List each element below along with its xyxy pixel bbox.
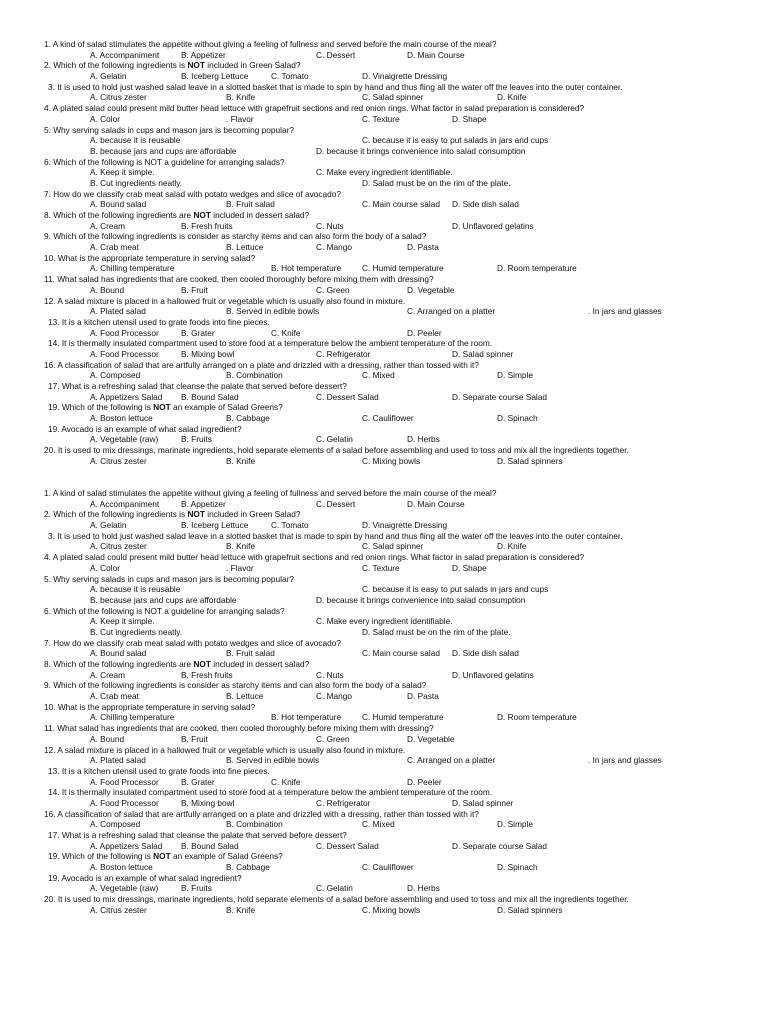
question-line: [0, 894, 768, 905]
answer-option: A. Chilling temperature: [90, 263, 175, 274]
options-row: [0, 595, 768, 606]
answer-option: A. Vegetable (raw): [90, 434, 159, 445]
answer-option: C. Make every ingredient identifiable.: [316, 616, 453, 627]
options-row: [0, 905, 768, 916]
question-line: [0, 381, 768, 392]
answer-option: D. Salad spinner: [452, 348, 514, 359]
answer-option: D. Shape: [452, 562, 487, 573]
answer-option: D. Unflavored gelatins: [452, 669, 534, 680]
options-row: [0, 285, 768, 296]
options-row: [0, 520, 768, 531]
answer-option: A. Bound: [90, 284, 125, 295]
answer-option: D. Unflavored gelatins: [452, 220, 534, 231]
question-text: 8. Which of the following ingredients are NOT included in dessert salad?: [44, 210, 310, 220]
answer-option: B. Served in edible bowls: [226, 755, 320, 766]
question-text: 10. What is the appropriate temperature in serving salad?: [44, 252, 256, 263]
answer-option: C. Salad spinner: [362, 92, 424, 103]
options-row: [0, 71, 768, 82]
question-text: 20. It is used to mix dressings, marinate ingredients, hold separate elements of a salad before assembling and used to toss and mix all the ingredients together.: [44, 894, 629, 905]
answer-option: D. Knife: [497, 92, 527, 103]
question-text: 19. Avocado is an example of what salad ingredient?: [48, 423, 242, 434]
answer-option: A. Composed: [90, 819, 141, 830]
question-text: 19. Which of the following is NOT an example of Salad Greens?: [48, 402, 283, 413]
answer-option: C. Green: [316, 733, 350, 744]
options-row: [0, 328, 768, 339]
question-text: 3. It is used to hold just washed salad leave in a slotted basket that is made to spin by hand and thus fling all the water off the leaves into the outer container.: [48, 530, 623, 541]
answer-option: D. Salad spinners: [497, 455, 563, 466]
answer-option: A. Accompaniment: [90, 498, 160, 509]
answer-option: B. Combination: [226, 819, 283, 830]
question-text: 2. Which of the following ingredients is NOT included in Green Salad?: [44, 60, 301, 71]
answer-option: C. Refrigerator: [316, 348, 371, 359]
answer-option: D. Salad must be on the rim of the plate.: [362, 626, 511, 637]
answer-option: C. Tomato: [271, 520, 309, 531]
answer-option: C. Gelatin: [316, 434, 353, 445]
options-row: [0, 434, 768, 445]
options-row: [0, 242, 768, 253]
question-text: 12. A salad mixture is placed in a hallowed fruit or vegetable which is usually also found in mixture.: [44, 744, 406, 755]
answer-option: D. Vinaigrette Dressing: [362, 71, 448, 82]
options-row: [0, 114, 768, 125]
answer-option: C. Main course salad: [362, 199, 440, 210]
answer-option: . In jars and glasses: [588, 306, 662, 317]
question-line: [0, 210, 768, 221]
question-line: [0, 157, 768, 168]
answer-option: C. Nuts: [316, 669, 344, 680]
options-row: [0, 263, 768, 274]
answer-option: C. Humid temperature: [362, 263, 444, 274]
options-row: [0, 648, 768, 659]
answer-option: B. because jars and cups are affordable: [90, 145, 237, 156]
question-line: [0, 317, 768, 328]
options-row: [0, 883, 768, 894]
answer-option: C. Arranged on a platter: [407, 755, 496, 766]
answer-option: C. Mango: [316, 242, 352, 253]
options-row: [0, 755, 768, 766]
question-text: 16. A classification of salad that are artfully arranged on a plate and drizzled with a dressing, rather than tossed with it?: [44, 808, 479, 819]
question-text: 9. Which of the following ingredients is consider as starchy items and can also form the body of a salad?: [44, 680, 427, 691]
answer-option: C. Salad spinner: [362, 541, 424, 552]
question-line: [0, 39, 768, 50]
answer-option: A. Color: [90, 562, 120, 573]
options-row: [0, 135, 768, 146]
answer-option: B. Mixing bowl: [181, 348, 235, 359]
answer-option: C. Texture: [362, 113, 400, 124]
answer-option: C. Green: [316, 284, 350, 295]
answer-option: C. because it is easy to put salads in jars and cups: [362, 584, 549, 595]
question-line: [0, 509, 768, 520]
question-line: [0, 638, 768, 649]
answer-option: A. Accompaniment: [90, 49, 160, 60]
answer-option: D. Herbs: [407, 883, 440, 894]
options-row: [0, 50, 768, 61]
answer-option: A. Citrus zester: [90, 541, 147, 552]
answer-option: C. Texture: [362, 562, 400, 573]
question-line: [0, 606, 768, 617]
answer-option: A. Chilling temperature: [90, 712, 175, 723]
question-text: 10. What is the appropriate temperature in serving salad?: [44, 701, 256, 712]
answer-option: B. Served in edible bowls: [226, 306, 320, 317]
answer-option: C. Main course salad: [362, 648, 440, 659]
answer-option: D. Spinach: [497, 413, 538, 424]
answer-option: B. Cut ingredients neatly.: [90, 177, 183, 188]
answer-option: D. Room temperature: [497, 263, 577, 274]
question-line: [0, 552, 768, 563]
answer-option: A. Bound: [90, 733, 125, 744]
answer-option: A. Vegetable (raw): [90, 883, 159, 894]
answer-option: B. Knife: [226, 455, 256, 466]
answer-option: A. Color: [90, 113, 120, 124]
question-line: [0, 723, 768, 734]
question-line: [0, 103, 768, 114]
options-row: [0, 199, 768, 210]
answer-option: C. Mixed: [362, 370, 395, 381]
answer-option: D. Separate course Salad: [452, 840, 548, 851]
answer-option: B. Cabbage: [226, 862, 270, 873]
answer-option: A. Crab meat: [90, 242, 139, 253]
answer-option: A. Plated salad: [90, 306, 146, 317]
question-line: [0, 125, 768, 136]
question-text: 6. Which of the following is NOT a guideline for arranging salads?: [44, 156, 285, 167]
options-row: [0, 734, 768, 745]
question-line: [0, 787, 768, 798]
question-text: 7. How do we classify crab meat salad with potato wedges and slice of avocado?: [44, 637, 342, 648]
answer-option: D. Spinach: [497, 862, 538, 873]
question-text: 8. Which of the following ingredients are NOT included in dessert salad?: [44, 659, 310, 669]
answer-option: B. Grater: [181, 776, 215, 787]
question-line: [0, 680, 768, 691]
answer-option: B. Fresh fruits: [181, 669, 233, 680]
options-row: [0, 819, 768, 830]
answer-option: D. because it brings convenience into salad consumption: [316, 145, 526, 156]
answer-option: B. Fruits: [181, 434, 212, 445]
options-row: [0, 221, 768, 232]
answer-option: C. Refrigerator: [316, 797, 371, 808]
question-text: 14. It is thermally insulated compartment used to store food at a temperature below the ambient temperature of the room.: [48, 787, 493, 798]
options-row: [0, 392, 768, 403]
answer-option: C. Mixing bowls: [362, 904, 421, 915]
answer-option: B. Grater: [181, 327, 215, 338]
question-text: 17. What is a refreshing salad that cleanse the palate that served before dessert?: [48, 830, 347, 840]
question-text: 13. It is a kitchen utensil used to grate foods into fine pieces.: [48, 765, 270, 776]
answer-option: A. Citrus zester: [90, 455, 147, 466]
question-text: 2. Which of the following ingredients is NOT included in Green Salad?: [44, 509, 301, 520]
options-row: [0, 841, 768, 852]
options-row: [0, 777, 768, 788]
question-text: 4. A plated salad could present mild butter head lettuce with grapefruit sections and red onion rings. What factor in salad preparation is considered?: [44, 103, 585, 114]
answer-option: B. Lettuce: [226, 242, 264, 253]
answer-option: D. Side dish salad: [452, 648, 519, 659]
answer-option: B. Hot temperature: [271, 712, 342, 723]
answer-option: D. Salad spinners: [497, 904, 563, 915]
options-row: [0, 798, 768, 809]
options-row: [0, 349, 768, 360]
answer-option: D. Peeler: [407, 776, 442, 787]
answer-option: A. Gelatin: [90, 71, 127, 82]
answer-option: D. because it brings convenience into salad consumption: [316, 594, 526, 605]
question-text: 1. A kind of salad stimulates the appetite without giving a feeling of fullness and served before the main course of the meal?: [44, 488, 497, 498]
answer-option: D. Main Course: [407, 49, 465, 60]
question-text: 7. How do we classify crab meat salad with potato wedges and slice of avocado?: [44, 188, 342, 199]
question-line: [0, 531, 768, 542]
answer-option: B. because jars and cups are affordable: [90, 594, 237, 605]
options-row: [0, 541, 768, 552]
question-line: [0, 851, 768, 862]
answer-option: A. Cream: [90, 669, 126, 680]
answer-option: D. Vegetable: [407, 733, 455, 744]
answer-option: B. Fruits: [181, 883, 212, 894]
options-row: [0, 691, 768, 702]
answer-option: D. Pasta: [407, 242, 439, 253]
question-text: 13. It is a kitchen utensil used to grate foods into fine pieces.: [48, 316, 270, 327]
question-text: 12. A salad mixture is placed in a hallowed fruit or vegetable which is usually also found in mixture.: [44, 295, 406, 306]
question-line: [0, 296, 768, 307]
answer-option: B. Knife: [226, 904, 256, 915]
answer-option: D. Vegetable: [407, 284, 455, 295]
answer-option: A. Citrus zester: [90, 904, 147, 915]
question-text: 20. It is used to mix dressings, marinate ingredients, hold separate elements of a salad before assembling and used to toss and mix all the ingredients together.: [44, 445, 629, 456]
answer-option: B. Iceberg Lettuce: [181, 71, 249, 82]
question-line: [0, 702, 768, 713]
question-text: 11. What salad has ingredients that are cooked, then cooled thoroughly before mixing them with dressing?: [44, 274, 434, 285]
question-line: [0, 445, 768, 456]
question-line: [0, 360, 768, 371]
answer-option: B. Appetizer: [181, 498, 226, 509]
answer-option: A. Citrus zester: [90, 92, 147, 103]
answer-option: C. Dessert: [316, 49, 356, 60]
answer-option: . Flavor: [226, 562, 254, 573]
answer-option: B. Fruit: [181, 284, 208, 295]
answer-option: D. Shape: [452, 113, 487, 124]
answer-option: D. Side dish salad: [452, 199, 519, 210]
answer-option: A. Cream: [90, 220, 126, 231]
question-line: [0, 766, 768, 777]
options-row: [0, 146, 768, 157]
answer-option: B. Hot temperature: [271, 263, 342, 274]
answer-option: C. Knife: [271, 776, 301, 787]
answer-option: A. Food Processor: [90, 348, 159, 359]
answer-option: B. Knife: [226, 92, 256, 103]
question-line: [0, 338, 768, 349]
answer-option: C. Nuts: [316, 220, 344, 231]
answer-option: D. Knife: [497, 541, 527, 552]
answer-option: B. Lettuce: [226, 691, 264, 702]
question-line: [0, 189, 768, 200]
options-row: [0, 712, 768, 723]
answer-option: B. Knife: [226, 541, 256, 552]
answer-option: B. Iceberg Lettuce: [181, 520, 249, 531]
answer-option: D. Peeler: [407, 327, 442, 338]
answer-option: B. Cabbage: [226, 413, 270, 424]
answer-option: A. Appetizers Salad: [90, 391, 163, 402]
answer-option: A. Crab meat: [90, 691, 139, 702]
answer-option: C. Dessert: [316, 498, 356, 509]
question-text: 19. Avocado is an example of what salad ingredient?: [48, 872, 242, 883]
answer-option: . In jars and glasses: [588, 755, 662, 766]
answer-option: B. Cut ingredients neatly.: [90, 626, 183, 637]
question-line: [0, 231, 768, 242]
question-text: 19. Which of the following is NOT an example of Salad Greens?: [48, 851, 283, 862]
options-row: [0, 456, 768, 467]
answer-option: A. Keep it simple.: [90, 167, 155, 178]
answer-option: A. because it is reusable: [90, 584, 181, 595]
question-line: [0, 659, 768, 670]
answer-option: B. Bound Salad: [181, 391, 239, 402]
answer-option: B. Fruit salad: [226, 648, 275, 659]
question-text: 6. Which of the following is NOT a guideline for arranging salads?: [44, 605, 285, 616]
options-row: [0, 306, 768, 317]
answer-option: C. Cauliflower: [362, 862, 414, 873]
answer-option: A. Boston lettuce: [90, 862, 153, 873]
options-row: [0, 370, 768, 381]
options-row: [0, 584, 768, 595]
question-line: [0, 809, 768, 820]
answer-option: D. Herbs: [407, 434, 440, 445]
answer-option: C. because it is easy to put salads in jars and cups: [362, 135, 549, 146]
options-row: [0, 178, 768, 189]
question-line: [0, 274, 768, 285]
question-text: 16. A classification of salad that are artfully arranged on a plate and drizzled with a dressing, rather than tossed with it?: [44, 359, 479, 370]
answer-option: C. Make every ingredient identifiable.: [316, 167, 453, 178]
answer-option: A. Composed: [90, 370, 141, 381]
question-text: 3. It is used to hold just washed salad leave in a slotted basket that is made to spin by hand and thus fling all the water off the leaves into the outer container.: [48, 81, 623, 92]
answer-option: B. Mixing bowl: [181, 797, 235, 808]
answer-option: C. Dessert Salad: [316, 391, 379, 402]
answer-option: A. Food Processor: [90, 327, 159, 338]
answer-option: C. Humid temperature: [362, 712, 444, 723]
question-text: 1. A kind of salad stimulates the appetite without giving a feeling of fullness and served before the main course of the meal?: [44, 39, 497, 49]
question-text: 4. A plated salad could present mild butter head lettuce with grapefruit sections and red onion rings. What factor in salad preparation is considered?: [44, 552, 585, 563]
options-row: [0, 563, 768, 574]
answer-option: D. Simple: [497, 370, 533, 381]
question-text: 9. Which of the following ingredients is consider as starchy items and can also form the body of a salad?: [44, 231, 427, 242]
answer-option: C. Knife: [271, 327, 301, 338]
options-row: [0, 670, 768, 681]
options-row: [0, 862, 768, 873]
question-line: [0, 488, 768, 499]
answer-option: C. Mixing bowls: [362, 455, 421, 466]
options-row: [0, 616, 768, 627]
answer-option: D. Main Course: [407, 498, 465, 509]
question-line: [0, 574, 768, 585]
quiz-block-2: [0, 488, 768, 916]
question-line: [0, 82, 768, 93]
options-row: [0, 627, 768, 638]
answer-option: A. Plated salad: [90, 755, 146, 766]
answer-option: C. Gelatin: [316, 883, 353, 894]
question-line: [0, 830, 768, 841]
question-text: 5. Why serving salads in cups and mason jars is becoming popular?: [44, 573, 294, 584]
answer-option: B. Appetizer: [181, 49, 226, 60]
question-line: [0, 424, 768, 435]
answer-option: D. Separate course Salad: [452, 391, 548, 402]
answer-option: A. Bound salad: [90, 199, 147, 210]
options-row: [0, 499, 768, 510]
options-row: [0, 413, 768, 424]
answer-option: D. Salad must be on the rim of the plate.: [362, 177, 511, 188]
answer-option: B. Combination: [226, 370, 283, 381]
answer-option: A. Keep it simple.: [90, 616, 155, 627]
answer-option: D. Vinaigrette Dressing: [362, 520, 448, 531]
answer-option: D. Simple: [497, 819, 533, 830]
question-line: [0, 253, 768, 264]
answer-option: D. Pasta: [407, 691, 439, 702]
question-line: [0, 873, 768, 884]
answer-option: A. Boston lettuce: [90, 413, 153, 424]
options-row: [0, 167, 768, 178]
answer-option: A. Appetizers Salad: [90, 840, 163, 851]
answer-option: C. Arranged on a platter: [407, 306, 496, 317]
answer-option: C. Dessert Salad: [316, 840, 379, 851]
question-text: 17. What is a refreshing salad that cleanse the palate that served before dessert?: [48, 381, 347, 391]
answer-option: A. Bound salad: [90, 648, 147, 659]
quiz-block-1: [0, 39, 768, 467]
answer-option: D. Room temperature: [497, 712, 577, 723]
question-text: 14. It is thermally insulated compartment used to store food at a temperature below the ambient temperature of the room.: [48, 338, 493, 349]
answer-option: C. Mixed: [362, 819, 395, 830]
answer-option: A. Food Processor: [90, 776, 159, 787]
answer-option: B. Fruit: [181, 733, 208, 744]
question-line: [0, 745, 768, 756]
answer-option: A. Food Processor: [90, 797, 159, 808]
answer-option: C. Mango: [316, 691, 352, 702]
answer-option: B. Fresh fruits: [181, 220, 233, 231]
answer-option: D. Salad spinner: [452, 797, 514, 808]
question-line: [0, 402, 768, 413]
answer-option: B. Bound Salad: [181, 840, 239, 851]
question-line: [0, 60, 768, 71]
answer-option: A. Gelatin: [90, 520, 127, 531]
options-row: [0, 92, 768, 103]
answer-option: A. because it is reusable: [90, 135, 181, 146]
question-text: 11. What salad has ingredients that are cooked, then cooled thoroughly before mixing them with dressing?: [44, 723, 434, 734]
question-text: 5. Why serving salads in cups and mason jars is becoming popular?: [44, 124, 294, 135]
answer-option: . Flavor: [226, 113, 254, 124]
answer-option: C. Cauliflower: [362, 413, 414, 424]
answer-option: C. Tomato: [271, 71, 309, 82]
answer-option: B. Fruit salad: [226, 199, 275, 210]
